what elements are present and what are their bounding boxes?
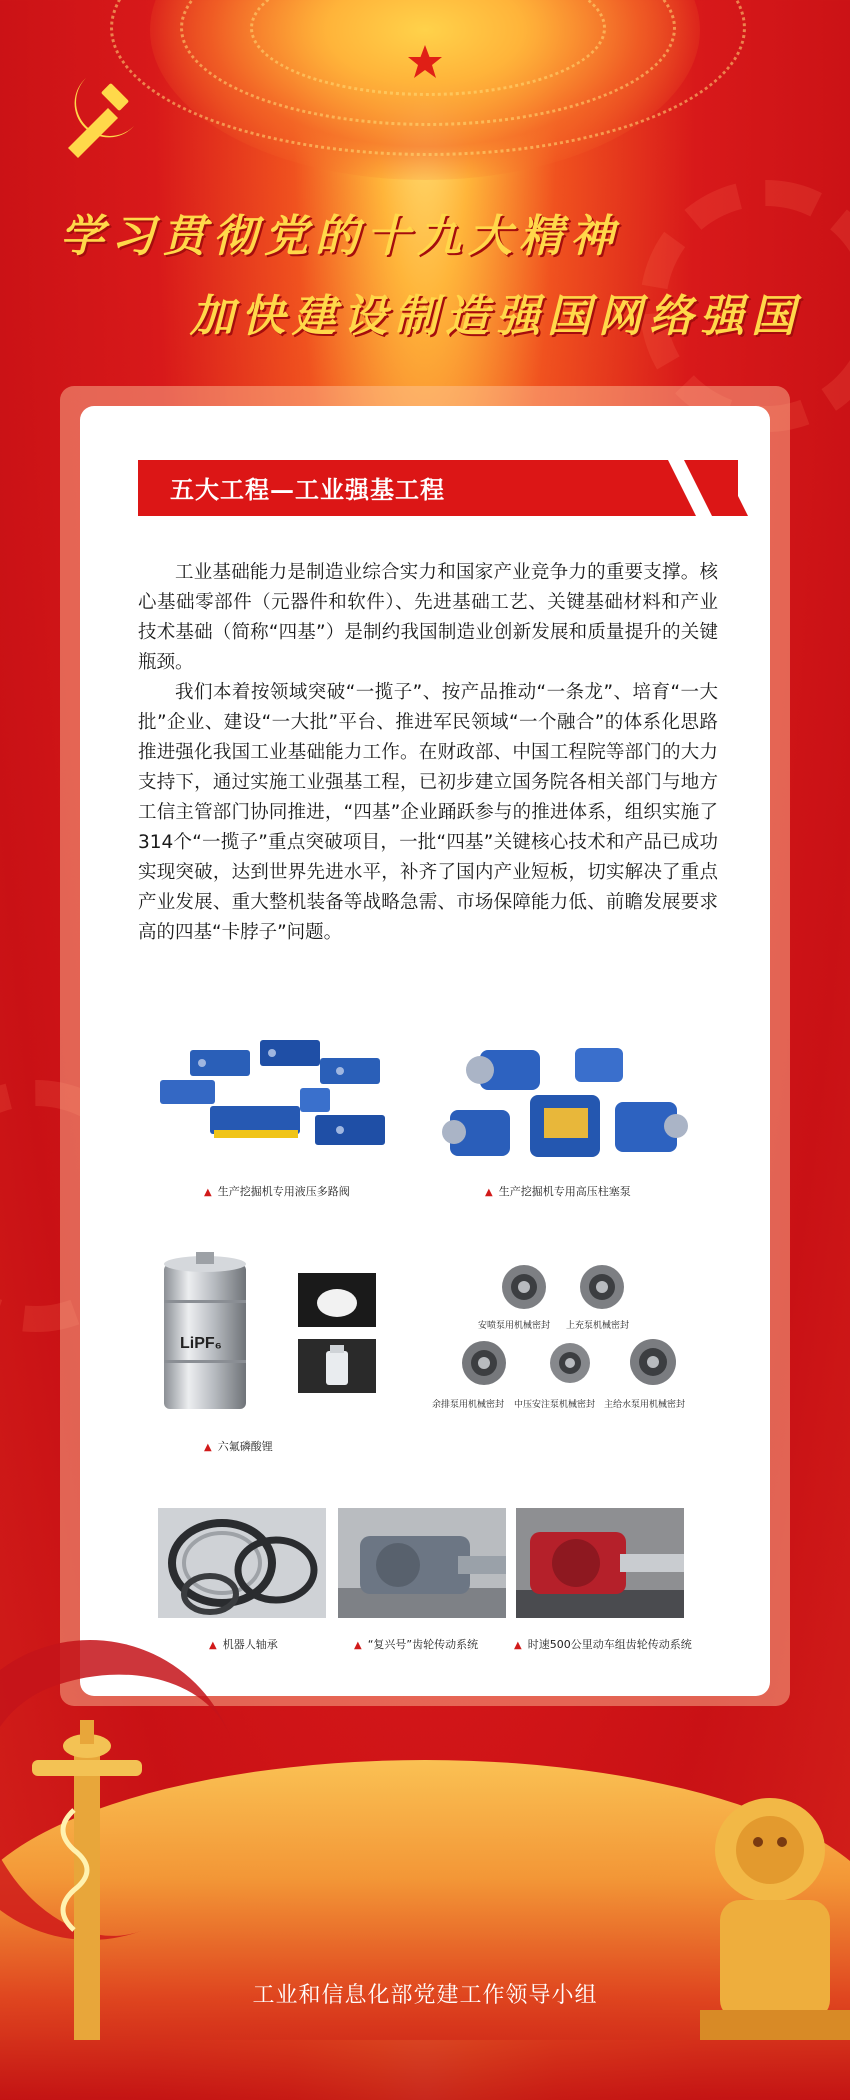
seal-label: 中压安注泵机械密封 [514, 1400, 596, 1410]
powder-sample-image [298, 1273, 376, 1327]
caption-bearing: ▲ 机器人轴承 [209, 1638, 278, 1651]
triangle-icon: ▲ [209, 1640, 217, 1651]
mechanical-seal-image [576, 1263, 628, 1311]
mechanical-seal-image [498, 1263, 550, 1311]
mechanical-seal-image [626, 1336, 680, 1388]
triangle-icon: ▲ [514, 1640, 522, 1651]
triangle-icon: ▲ [354, 1640, 362, 1651]
caption-pump: ▲ 生产挖掘机专用高压柱塞泵 [485, 1185, 631, 1198]
triangle-icon: ▲ [204, 1442, 212, 1453]
triangle-icon: ▲ [204, 1187, 212, 1198]
lipf6-drum-image [160, 1250, 250, 1415]
paragraph: 我们本着按领域突破“一揽子”、按产品推动“一条龙”、培育“一大批”企业、建设“一大批”平台、推进军民领域“一个融合”的体系化思路推进强化我国工业基础能力工作。在财政部、中国工程院等部门的大力支持下，通过实施工业强基工程，已初步建立国务院各相关部门与地方工信主管部门协同推进，“四基”企业踊跃参与的推进体系，组织实施了314个“一揽子”重点突破项目，一批“四基”关键核心技术和产品已成功实现突破，达到世界先进水平，补齐了国内产业短板，切实解决了重点产业发展、重大整机装备等战略急需、市场保障能力低、前瞻发展要求高的四基“卡脖子”问题。 [138, 682, 718, 943]
seal-label: 余排泵用机械密封 [432, 1400, 505, 1410]
section-title: 五大工程—工业强基工程 [170, 475, 445, 504]
seal-label: 上充泵机械密封 [566, 1321, 630, 1331]
caption-train: ▲ 时速500公里动车组齿轮传动系统 [514, 1638, 692, 1651]
robot-bearing-image [158, 1508, 326, 1618]
paragraph: 工业基础能力是制造业综合实力和国家产业竞争力的重要支撑。核心基础零部件（元器件和软件）、先进基础工艺、关键基础材料和产业技术基础（简称“四基”）是制约我国制造业创新发展和质量提升的关键瓶颈。 [138, 562, 718, 673]
body-text [138, 558, 718, 948]
caption-gear: ▲ “复兴号”齿轮传动系统 [354, 1638, 479, 1651]
liquid-sample-image [298, 1339, 376, 1393]
footer-org: 工业和信息化部党建工作领导小组 [252, 1983, 598, 2008]
slogan-line-2: 加快建设制造强国网络强国 [190, 291, 802, 342]
slogan-line-1: 学习贯彻党的十九大精神 [60, 211, 621, 262]
party-emblem-icon [48, 70, 138, 160]
drum-label: LiPF₆ [180, 1335, 222, 1352]
high-speed-gear-image [516, 1508, 684, 1618]
plunger-pump-image [440, 1040, 690, 1170]
gear-transmission-image [338, 1508, 506, 1618]
mechanical-seal-image [544, 1338, 596, 1388]
star-icon [406, 44, 444, 80]
caption-valve: ▲ 生产挖掘机专用液压多路阀 [204, 1185, 350, 1198]
triangle-icon: ▲ [485, 1187, 493, 1198]
seal-label: 主给水泵用机械密封 [604, 1400, 686, 1410]
mechanical-seal-image [458, 1338, 510, 1388]
hydraulic-valve-image [150, 1030, 390, 1160]
caption-lipf6: ▲ 六氟磷酸锂 [204, 1440, 273, 1453]
seal-label: 安喷泵用机械密封 [478, 1321, 551, 1331]
banner-stripes-icon [668, 460, 748, 516]
